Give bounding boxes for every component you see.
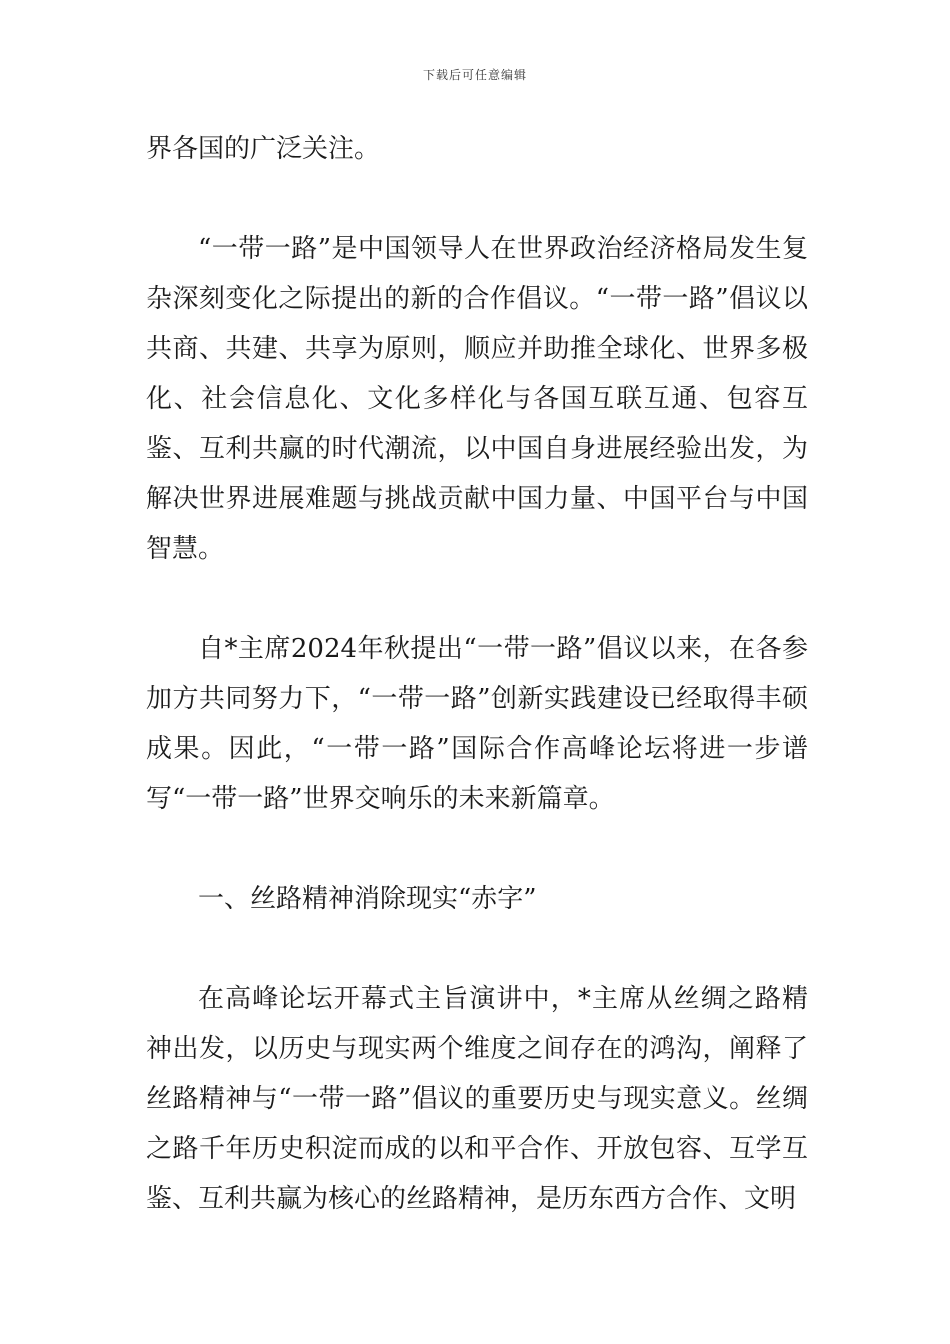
- section-heading: 一、丝路精神消除现实“赤字”: [198, 884, 537, 914]
- paragraph-belt-road-intro: “一带一路”是中国领导人在世界政治经济格局发生复杂深刻变化之际提出的新的合作倡议。“一带一路”倡议以共商、共建、共享为原则，顺应并助推全球化、世界多极化、社会信息化、文化多样化与各国互联互通、包容互鉴、互利共赢的时代潮流，以中国自身进展经验出发，为解决世界进展难题与挑战贡献中国力量、中国平台与中国智慧。: [146, 234, 808, 564]
- paragraph-continuation: 界各国的广泛关注。: [146, 134, 381, 164]
- paragraph-achievements: 自*主席2024年秋提出“一带一路”倡议以来，在各参加方共同努力下，“一带一路”创新实践建设已经取得丰硕成果。因此，“一带一路”国际合作高峰论坛将进一步谱写“一带一路”世界交响乐的未来新篇章。: [146, 634, 808, 814]
- document-body: [146, 124, 808, 1224]
- page-header: 下载后可任意编辑: [422, 68, 527, 82]
- paragraph-silk-road-spirit: 在高峰论坛开幕式主旨演讲中，*主席从丝绸之路精神出发，以历史与现实两个维度之间存在的鸿沟，阐释了丝路精神与“一带一路”倡议的重要历史与现实意义。丝绸之路千年历史积淀而成的以和平合作、开放包容、互学互鉴、互利共赢为核心的丝路精神，是历东西方合作、文明: [146, 984, 808, 1214]
